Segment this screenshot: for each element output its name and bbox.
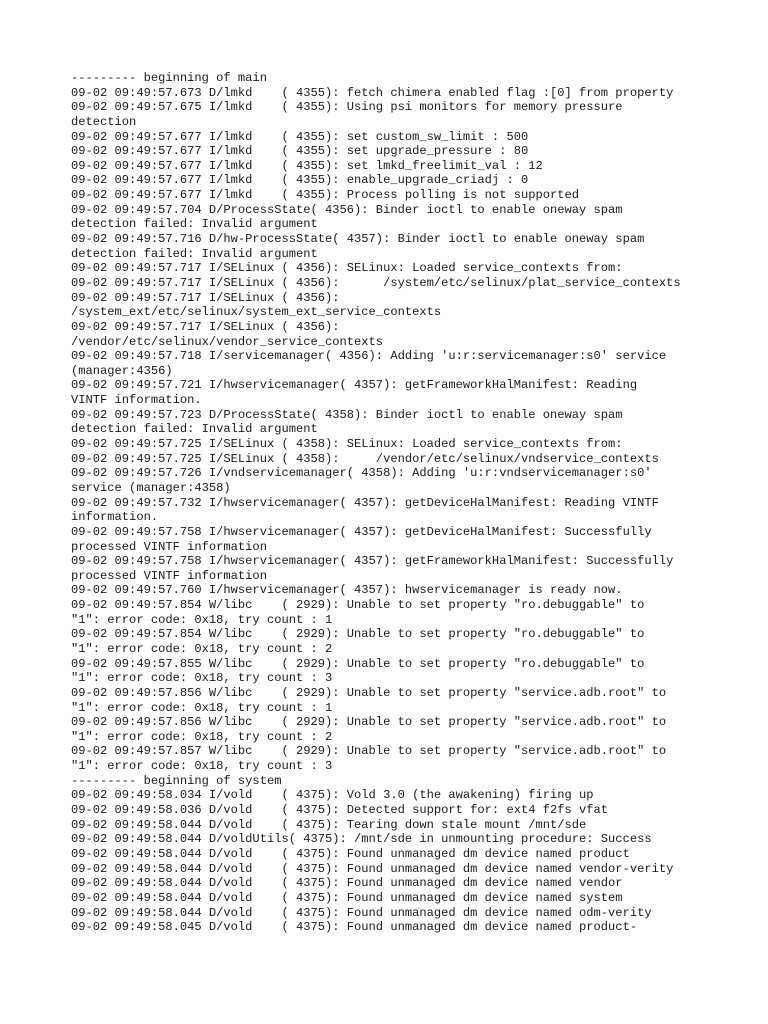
log-line: 09-02 09:49:58.044 D/vold ( 4375): Found unmanaged dm device named odm-verity (71, 905, 652, 920)
log-line: detection failed: Invalid argument (71, 246, 318, 261)
log-line: 09-02 09:49:58.044 D/voldUtils( 4375): /mnt/sde in unmounting procedure: Success (71, 832, 652, 847)
log-line: "1": error code: 0x18, try count : 1 (71, 612, 333, 627)
log-line: detection failed: Invalid argument (71, 422, 318, 437)
log-line: 09-02 09:49:57.717 I/SELinux ( 4356): SELinux: Loaded service_contexts from: (71, 261, 623, 276)
log-line: 09-02 09:49:57.677 I/lmkd ( 4355): set lmkd_freelimit_val : 12 (71, 158, 543, 173)
log-line: 09-02 09:49:57.717 I/SELinux ( 4356): (71, 319, 340, 334)
log-line: 09-02 09:49:57.723 D/ProcessState( 4358): Binder ioctl to enable oneway spam (71, 407, 623, 422)
log-line (71, 935, 731, 950)
log-line: 09-02 09:49:57.717 I/SELinux ( 4356): /system/etc/selinux/plat_service_contexts (71, 275, 681, 290)
log-line: 09-02 09:49:57.718 I/servicemanager( 4356): Adding 'u:r:servicemanager:s0' service (71, 349, 667, 364)
log-line: 09-02 09:49:57.732 I/hwservicemanager( 4357): getDeviceHalManifest: Reading VINTF (71, 495, 659, 510)
log-line: 09-02 09:49:57.677 I/lmkd ( 4355): set upgrade_pressure : 80 (71, 144, 529, 159)
log-line: 09-02 09:49:57.855 W/libc ( 2929): Unable to set property "ro.debuggable" to (71, 656, 645, 671)
log-line: 09-02 09:49:57.758 I/hwservicemanager( 4357): getDeviceHalManifest: Successfully (71, 524, 652, 539)
log-line: "1": error code: 0x18, try count : 1 (71, 700, 333, 715)
log-line: detection (71, 114, 137, 129)
log-line: 09-02 09:49:57.856 W/libc ( 2929): Unable to set property "service.adb.root" to (71, 685, 667, 700)
log-line: 09-02 09:49:57.854 W/libc ( 2929): Unable to set property "ro.debuggable" to (71, 627, 645, 642)
log-line: 09-02 09:49:58.036 D/vold ( 4375): Detected support for: ext4 f2fs vfat (71, 803, 609, 818)
log-line: 09-02 09:49:57.675 I/lmkd ( 4355): Using psi monitors for memory pressure (71, 100, 623, 115)
log-line: 09-02 09:49:57.673 D/lmkd ( 4355): fetch chimera enabled flag :[0] from property (71, 85, 674, 100)
log-line: 09-02 09:49:57.704 D/ProcessState( 4356): Binder ioctl to enable oneway spam (71, 202, 623, 217)
log-line: 09-02 09:49:58.044 D/vold ( 4375): Found unmanaged dm device named vendor-verity (71, 861, 674, 876)
log-line: 09-02 09:49:57.857 W/libc ( 2929): Unable to set property "service.adb.root" to (71, 744, 667, 759)
log-line: processed VINTF information (71, 568, 267, 583)
log-line: 09-02 09:49:57.716 D/hw-ProcessState( 4357): Binder ioctl to enable oneway spam (71, 232, 645, 247)
log-line: 09-02 09:49:57.725 I/SELinux ( 4358): SELinux: Loaded service_contexts from: (71, 437, 623, 452)
log-line: 09-02 09:49:57.677 I/lmkd ( 4355): enable_upgrade_criadj : 0 (71, 173, 529, 188)
log-line: /vendor/etc/selinux/vendor_service_contexts (71, 334, 384, 349)
log-line: --------- beginning of main (71, 71, 267, 85)
log-line: 09-02 09:49:58.044 D/vold ( 4375): Found unmanaged dm device named system (71, 890, 623, 905)
log-line: 09-02 09:49:57.726 I/vndservicemanager( 4358): Adding 'u:r:vndservicemanager:s0' (71, 466, 652, 481)
log-line: 09-02 09:49:57.717 I/SELinux ( 4356): (71, 290, 340, 305)
log-line: 09-02 09:49:58.044 D/vold ( 4375): Found unmanaged dm device named vendor (71, 876, 623, 891)
log-line: information. (71, 510, 159, 525)
log-line: "1": error code: 0x18, try count : 3 (71, 759, 333, 774)
log-line: 09-02 09:49:57.677 I/lmkd ( 4355): set custom_sw_limit : 500 (71, 129, 529, 144)
log-line: VINTF information. (71, 393, 202, 408)
log-line: "1": error code: 0x18, try count : 2 (71, 641, 333, 656)
log-line: --------- beginning of system (71, 773, 282, 788)
log-line: 09-02 09:49:58.044 D/vold ( 4375): Tearing down stale mount /mnt/sde (71, 817, 587, 832)
log-line: 09-02 09:49:57.677 I/lmkd ( 4355): Process polling is not supported (71, 188, 580, 203)
log-line: "1": error code: 0x18, try count : 3 (71, 671, 333, 686)
log-line: 09-02 09:49:58.045 D/vold ( 4375): Found unmanaged dm device named product- (71, 920, 638, 935)
log-line: 09-02 09:49:57.758 I/hwservicemanager( 4357): getFrameworkHalManifest: Successfully (71, 554, 674, 569)
log-line: service (manager:4358) (71, 480, 231, 495)
log-line: 09-02 09:49:58.034 I/vold ( 4375): Vold 3.0 (the awakening) firing up (71, 788, 594, 803)
log-line: "1": error code: 0x18, try count : 2 (71, 729, 333, 744)
log-line: 09-02 09:49:57.721 I/hwservicemanager( 4357): getFrameworkHalManifest: Reading (71, 378, 638, 393)
log-line: detection failed: Invalid argument (71, 217, 318, 232)
log-line: 09-02 09:49:57.854 W/libc ( 2929): Unable to set property "ro.debuggable" to (71, 598, 645, 613)
log-line: 09-02 09:49:57.725 I/SELinux ( 4358): /vendor/etc/selinux/vndservice_contexts (71, 451, 659, 466)
log-line: (manager:4356) (71, 363, 173, 378)
log-line: 09-02 09:49:57.856 W/libc ( 2929): Unable to set property "service.adb.root" to (71, 715, 667, 730)
log-line: processed VINTF information (71, 539, 267, 554)
log-line: 09-02 09:49:57.760 I/hwservicemanager( 4357): hwservicemanager is ready now. (71, 583, 623, 598)
log-page (71, 71, 731, 949)
log-line: /system_ext/etc/selinux/system_ext_service_contexts (71, 305, 442, 320)
log-line: 09-02 09:49:58.044 D/vold ( 4375): Found unmanaged dm device named product (71, 846, 630, 861)
